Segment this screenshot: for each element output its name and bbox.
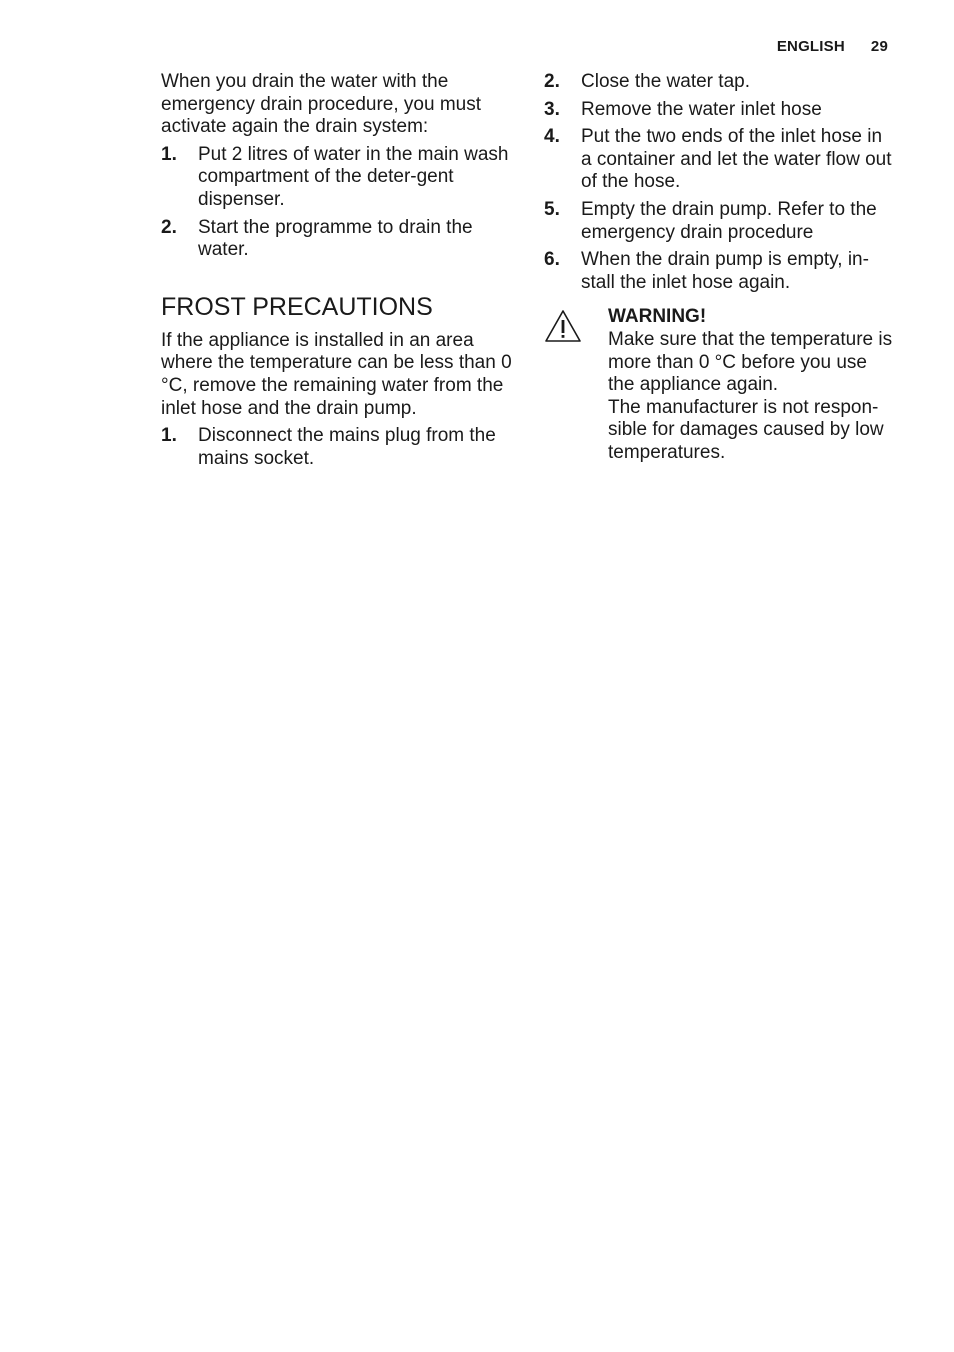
warning-box (544, 306, 896, 464)
header-language: ENGLISH (776, 38, 845, 55)
warning-triangle-icon (544, 306, 608, 464)
step-text: Put the two ends of the inlet hose in a container and let the water flow out of the hose. (581, 126, 892, 193)
step-number: 2. (544, 71, 560, 92)
step-text: When the drain pump is empty, in-stall the inlet hose again. (581, 249, 869, 293)
step-text: Put 2 litres of water in the main wash compartment of the deter-gent dispenser. (198, 143, 509, 210)
warning-text: Make sure that the temperature is more than 0 °C before you use the appliance again. (608, 328, 893, 396)
list-item (544, 71, 896, 94)
warning-title: WARNING! (608, 306, 707, 328)
step-text: Disconnect the mains plug from the mains socket. (198, 425, 496, 469)
page-header (777, 38, 888, 55)
page-number: 29 (870, 38, 888, 55)
intro-paragraph: When you drain the water with the emergency drain procedure, you must activate again the drain system: (161, 71, 481, 138)
step-number: 5. (544, 198, 560, 220)
frost-steps-continued-list (544, 71, 896, 294)
list-item (161, 425, 519, 470)
step-text: Start the programme to drain the water. (198, 216, 473, 261)
list-item (544, 249, 896, 294)
drain-steps-list (161, 144, 519, 262)
section-title: FROST PRECAUTIONS (161, 292, 433, 321)
step-text: Remove the water inlet hose (581, 98, 822, 120)
warning-content (608, 306, 896, 464)
step-number: 4. (544, 126, 560, 148)
warning-text: The manufacturer is not respon-sible for damages caused by low temperatures. (608, 396, 884, 463)
step-number: 2. (161, 216, 177, 238)
left-column (161, 71, 519, 475)
step-number: 3. (544, 98, 560, 120)
step-number: 1. (161, 425, 177, 447)
step-number: 6. (544, 249, 560, 271)
right-column (544, 71, 896, 465)
list-item (161, 144, 519, 212)
list-item (544, 199, 896, 244)
section-paragraph: If the appliance is installed in an area where the temperature can be less than 0 °C, remove the remaining water from the inlet hose and the drain pump. (161, 329, 512, 419)
list-item (544, 99, 896, 122)
list-item (544, 126, 896, 194)
step-text: Empty the drain pump. Refer to the emergency drain procedure (581, 198, 877, 243)
step-text: Close the water tap. (581, 71, 750, 92)
step-number: 1. (161, 143, 177, 165)
list-item (161, 217, 519, 262)
frost-steps-list (161, 425, 519, 470)
